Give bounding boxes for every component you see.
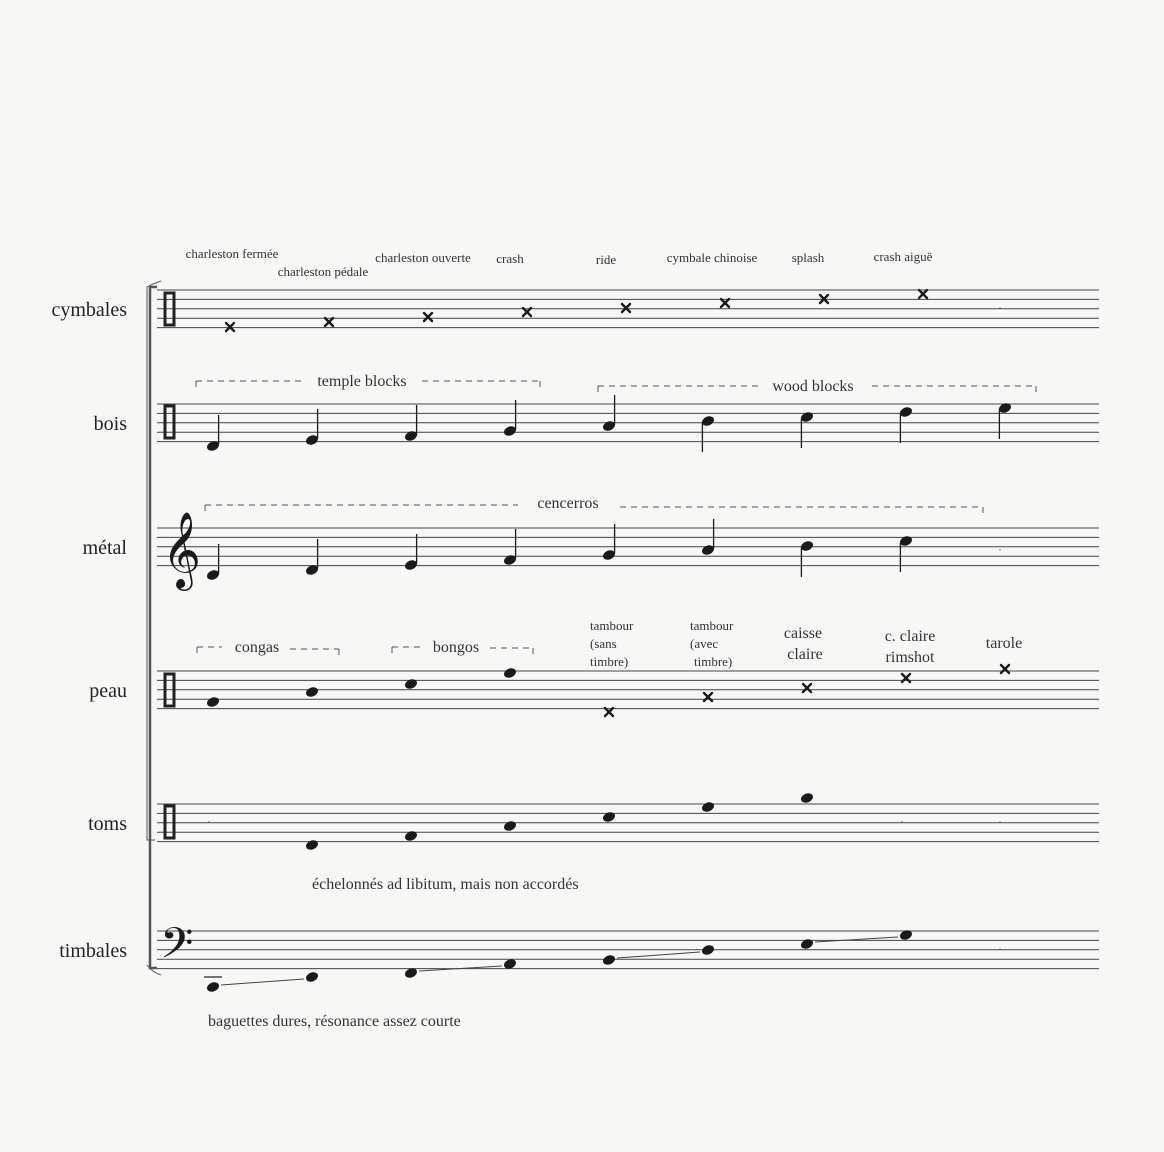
label-charleston-ouverte: charleston ouverte [375,250,471,265]
note-toms-4 [602,811,617,824]
group-label-cencerros: cencerros [537,495,599,512]
rest-dot-timbales [999,948,1001,950]
label-tarole: tarole [985,635,1023,652]
note-bois-3 [404,405,419,442]
instrument-name-timbales: timbales [59,940,127,962]
label-tambour-sans-timbre [590,618,634,669]
staff-toms [157,804,1099,842]
group-temple-blocks [196,373,540,390]
note-toms-5 [701,801,716,814]
rest-dot-metal [999,549,1001,551]
svg-text:rimshot: rimshot [885,649,935,666]
note-metal-7 [800,540,815,577]
label-crash: crash [496,251,524,266]
group-congas [197,639,339,656]
note-peau-6 [704,693,712,701]
timbales-instruction: baguettes dures, résonance assez courte [208,1013,461,1030]
note-cymbales-1 [226,323,234,331]
system-bracket [150,287,157,968]
glissando-3 [617,952,700,958]
bass-clef-icon: 𝄢 [160,919,194,979]
rest-dot-toms-2 [999,821,1001,823]
glissando-1 [221,979,304,985]
svg-text:tambour: tambour [690,618,734,633]
note-toms-3 [503,820,518,833]
note-bois-7 [800,411,815,448]
note-timbales-1 [206,981,221,994]
note-timbales-6 [701,944,716,957]
glissando-4 [815,937,898,942]
label-cymbale-chinoise: cymbale chinoise [666,250,758,265]
rest-dot-toms-start [208,821,210,823]
label-charleston-pedale: charleston pédale [277,264,369,279]
staff-bois [157,404,1099,442]
note-bois-9 [998,402,1013,439]
instrument-name-toms: toms [88,813,127,835]
note-peau-3 [404,678,419,691]
label-rimshot [885,628,936,666]
note-metal-1 [206,544,221,581]
note-cymbales-5 [622,304,630,312]
note-bois-1 [206,415,221,452]
staff-peau [157,671,1099,709]
svg-text:timbre): timbre) [590,654,629,669]
svg-text:c. claire: c. claire [884,628,936,645]
group-label-congas: congas [234,639,280,656]
svg-text:(avec: (avec [690,636,719,651]
note-toms-1 [305,839,320,852]
instrument-name-cymbales: cymbales [51,299,127,321]
note-metal-3 [404,534,419,571]
note-bois-8 [899,406,914,443]
svg-text:claire: claire [787,646,823,663]
group-bongos [392,639,533,656]
label-tambour-avec-timbre [690,618,734,669]
toms-instruction: échelonnés ad libitum, mais non accordés [312,876,579,893]
note-peau-1 [206,696,221,709]
note-toms-2 [404,830,419,843]
percussion-clef-bois [165,406,174,438]
rest-dot-cymbales [999,307,1001,309]
note-cymbales-2 [325,318,333,326]
note-timbales-5 [602,954,617,967]
note-metal-8 [899,535,914,572]
group-cencerros [205,495,983,513]
percussion-clef-toms [165,806,174,838]
note-metal-4 [503,529,518,566]
note-peau-4 [503,667,518,680]
note-bois-6 [701,415,716,452]
label-crash-aigue: crash aiguë [873,249,933,264]
note-cymbales-3 [424,313,432,321]
staff-timbales [157,931,1099,969]
rest-dot-toms-1 [901,821,903,823]
note-timbales-7 [800,938,815,951]
label-charleston-fermee: charleston fermée [185,246,279,261]
label-ride: ride [595,252,617,267]
staff-metal [157,528,1099,566]
note-timbales-2 [305,971,320,984]
label-splash: splash [791,250,825,265]
note-peau-9 [1001,665,1009,673]
note-cymbales-8 [919,290,927,298]
svg-text:(sans: (sans [590,636,617,651]
instrument-name-metal: métal [82,537,127,559]
svg-text:tambour: tambour [590,618,634,633]
label-caisse-claire [784,625,823,663]
instrument-name-peau: peau [89,680,127,702]
note-peau-7 [803,684,811,692]
treble-clef-icon: 𝄞 [162,511,202,588]
instrument-name-bois: bois [93,413,127,435]
group-label-wood-blocks: wood blocks [772,378,854,395]
note-peau-2 [305,686,320,699]
note-toms-6 [800,792,815,805]
group-wood-blocks [598,378,1036,395]
group-label-bongos: bongos [432,639,480,656]
group-label-temple-blocks: temple blocks [317,373,407,390]
svg-text:caisse: caisse [783,625,823,642]
note-metal-5 [602,524,617,561]
note-peau-5 [605,708,613,716]
svg-text:timbre): timbre) [694,654,733,669]
note-bois-2 [305,409,320,446]
note-cymbales-6 [721,299,729,307]
note-bois-4 [503,400,518,437]
note-metal-2 [305,539,320,576]
